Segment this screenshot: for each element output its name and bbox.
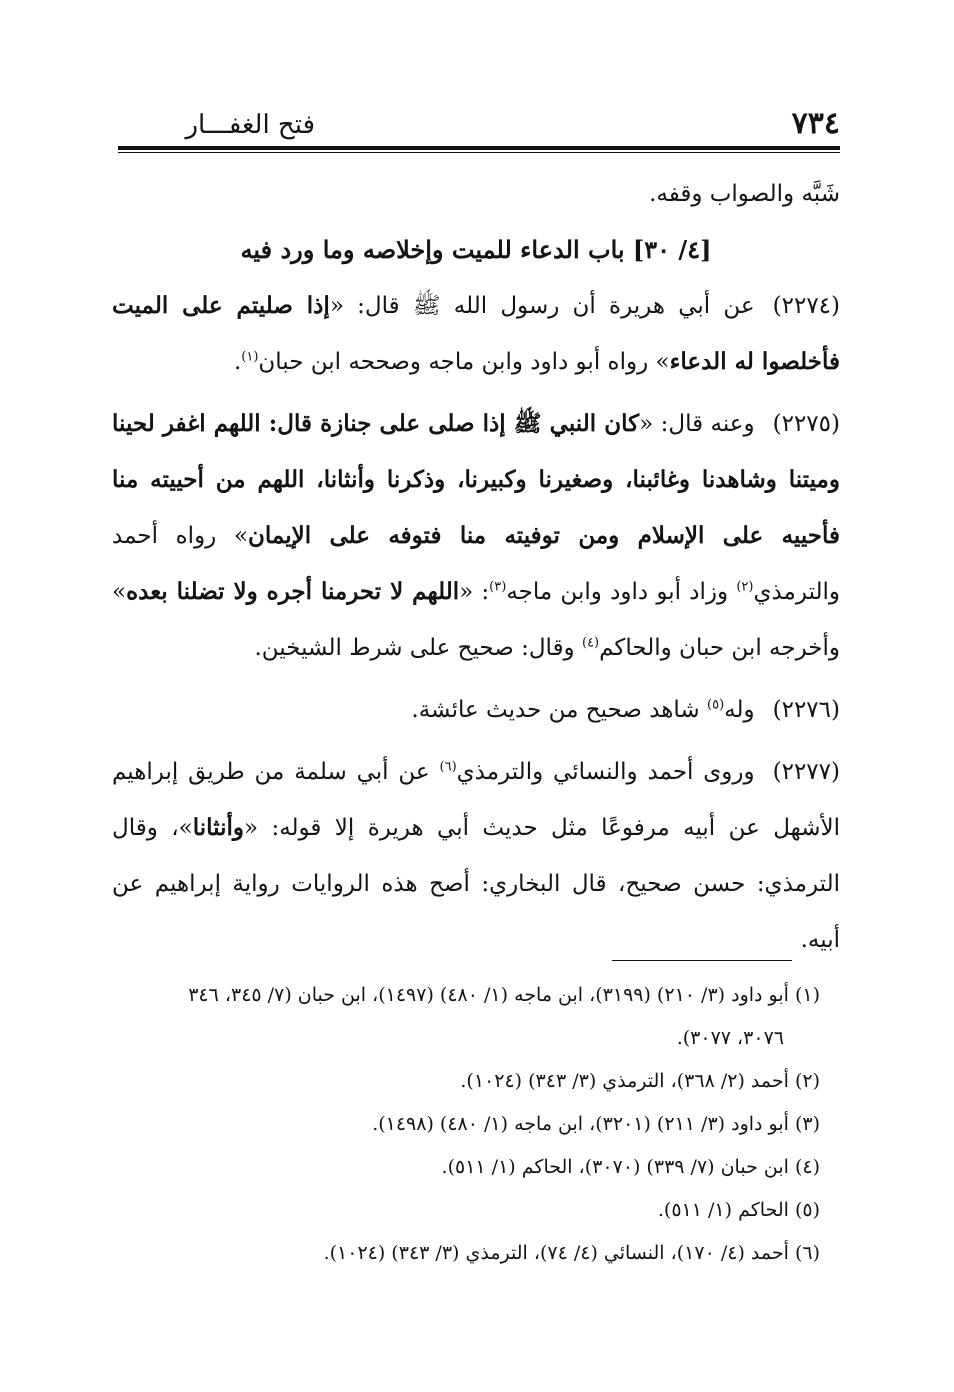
page-header	[118, 102, 840, 146]
hadith-2275	[112, 396, 840, 676]
footnote-1: (١) أبو داود (٣/ ٢١٠) (٣١٩٩)، ابن ماجه (١/ ٤٨٠) (١٤٩٧)، ابن حبان (٧/ ٣٤٥، ٣٤٦	[188, 984, 820, 1006]
footnote-5: (٥) الحاكم (١/ ٥١١).	[657, 1199, 820, 1221]
hadith-2276	[112, 682, 840, 738]
hadith-text: وروى أحمد والنسائي والترمذي	[456, 759, 755, 785]
book-title: فتح الغفـــار	[185, 110, 315, 140]
hadith-text: : «	[459, 579, 490, 605]
page-number: ٧٣٤	[791, 106, 840, 141]
hadith-text: » وأخرجه ابن حبان والحاكم	[112, 579, 840, 661]
hadith-text: عن أبي هريرة أن رسول الله ﷺ قال: «	[329, 293, 755, 319]
hadith-text: » رواه أحمد والترمذي	[112, 523, 841, 605]
hadith-text: » رواه أبو داود وابن ماجه وصححه ابن حبان	[258, 349, 670, 375]
hadith-quote: كان النبي ﷺ إذا صلى على جنازة قال: اللهم اغفر لحينا وميتنا وشاهدنا وغائبنا، وصغيرنا وكبيرنا، وذكرنا وأنثانا، اللهم من أحييته منا فأحييه على الإسلام ومن توفيته منا فتوفه على الإيمان	[112, 410, 840, 549]
footnote-ref: (٥)	[707, 697, 725, 713]
hadith-2274	[112, 278, 840, 390]
hadith-text: .	[233, 349, 242, 375]
footnote-separator	[612, 960, 792, 961]
header-rule-thin	[118, 152, 840, 153]
footnote-ref: (١)	[241, 349, 259, 365]
hadith-text: عن أبي سلمة من طريق إبراهيم الأشهل عن أبيه مرفوعًا مثل حديث أبي هريرة إلا قوله: «	[112, 759, 840, 841]
main-text	[112, 166, 840, 968]
hadith-text: وله	[724, 697, 755, 723]
footnote-4: (٤) ابن حبان (٧/ ٣٣٩) (٣٠٧٠)، الحاكم (١/ ٥١١).	[441, 1156, 820, 1178]
hadith-quote: اللهم لا تحرمنا أجره ولا تضلنا بعده	[126, 578, 460, 605]
footnote-1-continued: ٣٠٧٦، ٣٠٧٧).	[676, 1027, 784, 1049]
hadith-2277	[112, 744, 840, 968]
footnotes	[112, 974, 820, 1275]
hadith-text: وقال: صحيح على شرط الشيخين.	[254, 635, 582, 661]
footnote-6: (٦) أحمد (٤/ ١٧٠)، النسائي (٤/ ٧٤)، الترمذي (٣/ ٣٤٣) (١٠٢٤).	[323, 1242, 820, 1264]
chapter-heading: [٤/ ٣٠] باب الدعاء للميت وإخلاصه وما ورد فيه	[240, 235, 712, 264]
footnote-ref: (٢)	[736, 579, 754, 595]
hadith-text: وزاد أبو داود وابن ماجه	[506, 579, 737, 605]
hadith-text: »، وقال الترمذي: حسن صحيح، قال البخاري: أصح هذه الروايات رواية إبراهيم عن أبيه.	[112, 815, 840, 953]
hadith-number: (٢٢٧٥)	[772, 411, 840, 437]
hadith-number: (٢٢٧٧)	[772, 759, 840, 785]
footnote-2: (٢) أحمد (٢/ ٣٦٨)، الترمذي (٣/ ٣٤٣) (١٠٢٤).	[460, 1070, 820, 1092]
hadith-text: وعنه قال: «	[639, 411, 755, 437]
header-rule	[118, 146, 840, 150]
hadith-quote: إذا صليتم على الميت فأخلصوا له الدعاء	[112, 292, 840, 375]
footnote-3: (٣) أبو داود (٣/ ٢١١) (٣٢٠١)، ابن ماجه (١/ ٤٨٠) (١٤٩٨).	[372, 1113, 820, 1135]
hadith-text: شاهد صحيح من حديث عائشة.	[411, 697, 708, 723]
intro-line: شَبَّه والصواب وقفه.	[649, 181, 840, 207]
hadith-quote: وأنثانا	[192, 814, 244, 841]
hadith-number: (٢٢٧٦)	[772, 697, 840, 723]
hadith-number: (٢٢٧٤)	[772, 293, 841, 319]
footnote-ref: (٦)	[439, 759, 457, 775]
footnote-ref: (٤)	[581, 635, 600, 651]
footnote-ref: (٣)	[489, 579, 507, 595]
